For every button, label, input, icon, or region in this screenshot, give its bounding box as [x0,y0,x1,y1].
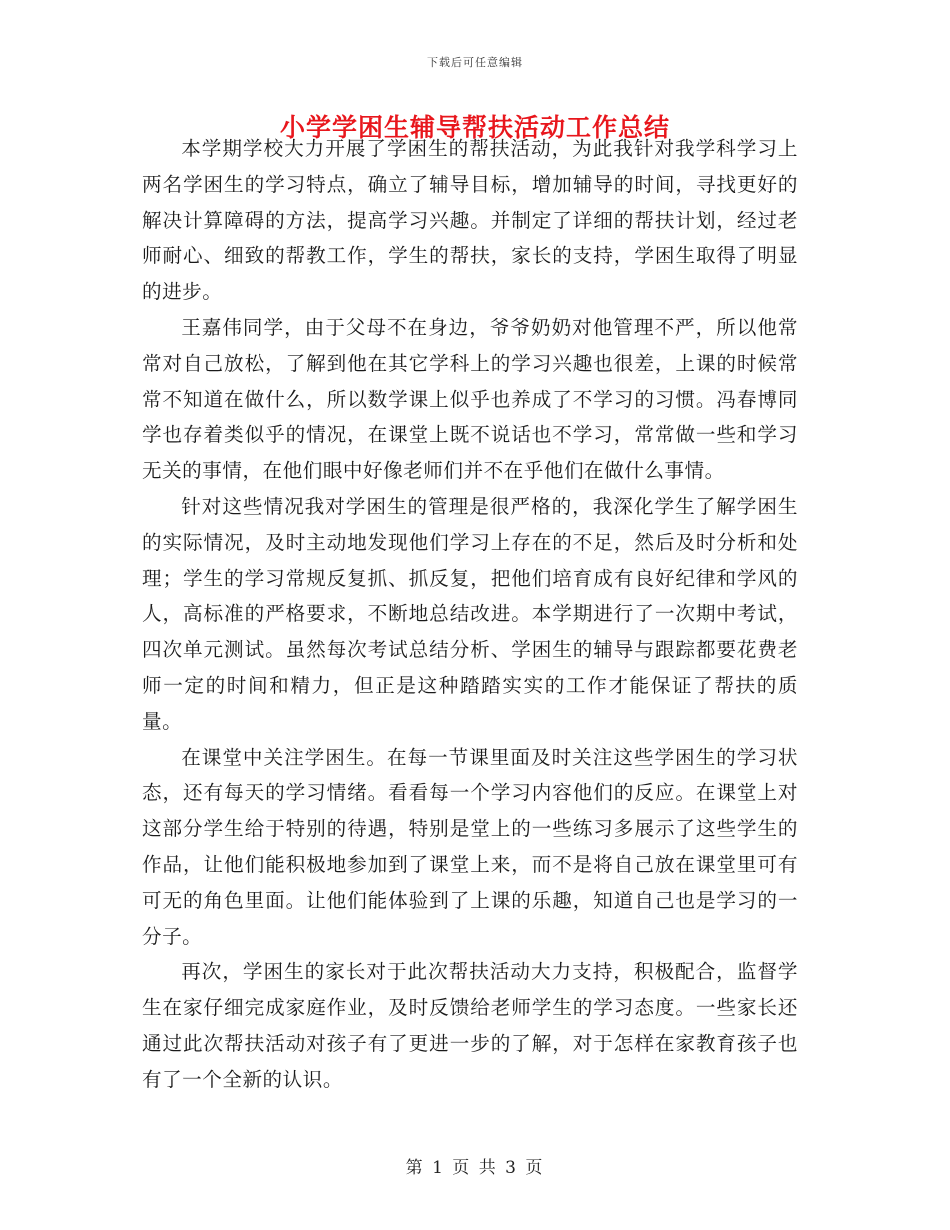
paragraph-1: 本学期学校大力开展了学困生的帮扶活动，为此我针对我学科学习上两名学困生的学习特点，确立了辅导目标，增加辅导的时间，寻找更好的解决计算障碍的方法，提高学习兴趣。并制定了详细的帮扶计划，经过老师耐心、细致的帮教工作，学生的帮扶，家长的支持，学困生取得了明显的进步。 [142,137,798,304]
paragraph-4: 在课堂中关注学困生。在每一节课里面及时关注这些学困生的学习状态，还有每天的学习情绪。看看每一个学习内容他们的反应。在课堂上对这部分学生给于特别的待遇，特别是堂上的一些练习多展示了这些学生的作品，让他们能积极地参加到了课堂上来，而不是将自己放在课堂里可有可无的角色里面。让他们能体验到了上课的乐趣，知道自己也是学习的一分子。 [142,745,798,948]
page-number-footer: 第 1 页 共 3 页 [405,1158,545,1178]
document-body [142,131,798,1098]
paragraph-3: 针对这些情况我对学困生的管理是很严格的，我深化学生了解学困生的实际情况，及时主动地发现他们学习上存在的不足，然后及时分析和处理；学生的学习常规反复抓、抓反复，把他们培育成有良好纪律和学风的人，高标准的严格要求，不断地总结改进。本学期进行了一次期中考试，四次单元测试。虽然每次考试总结分析、学困生的辅导与跟踪都要花费老师一定的时间和精力，但正是这种踏踏实实的工作才能保证了帮扶的质量。 [142,494,798,733]
paragraph-2: 王嘉伟同学，由于父母不在身边，爷爷奶奶对他管理不严，所以他常常对自己放松，了解到他在其它学科上的学习兴趣也很差，上课的时候常常不知道在做什么，所以数学课上似乎也养成了不学习的习惯。冯春博同学也存着类似乎的情况，在课堂上既不说话也不学习，常常做一些和学习无关的事情，在他们眼中好像老师们并不在乎他们在做什么事情。 [142,315,798,483]
document-title: 小学学困生辅导帮扶活动工作总结 [279,113,670,142]
header-note: 下载后可任意编辑 [427,56,523,69]
paragraph-5: 再次，学困生的家长对于此次帮扶活动大力支持，积极配合，监督学生在家仔细完成家庭作业，及时反馈给老师学生的学习态度。一些家长还通过此次帮扶活动对孩子有了更进一步的了解，对于怎样在家教育孩子也有了一个全新的认识。 [142,960,798,1091]
